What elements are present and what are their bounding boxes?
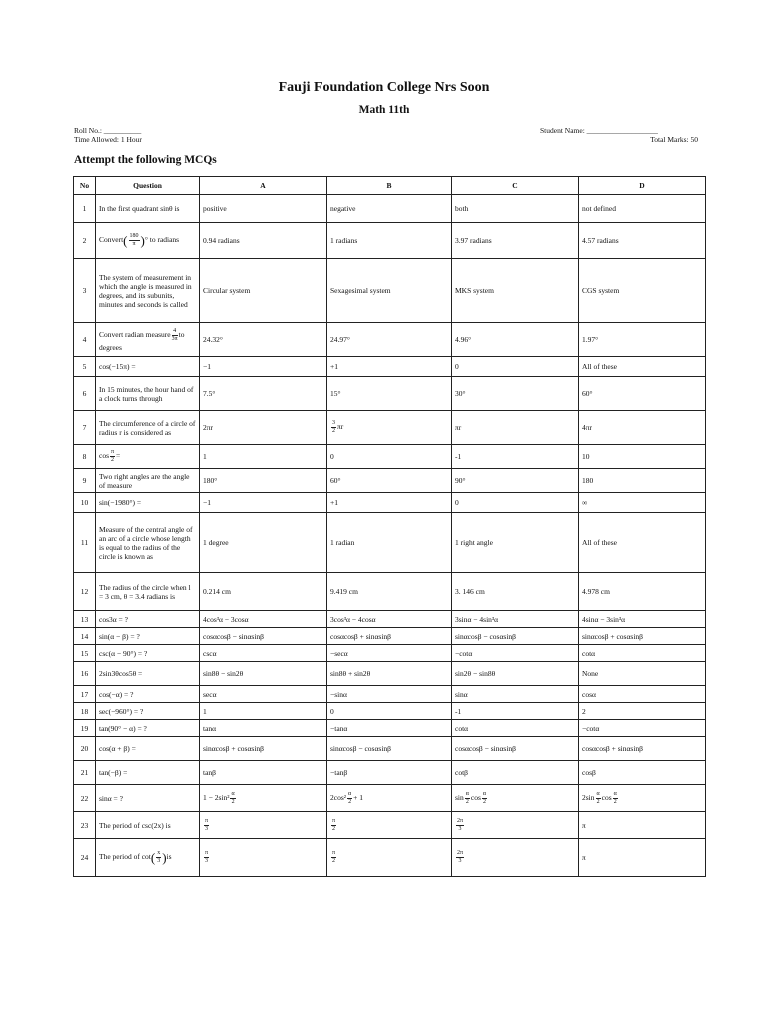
option-b: +1: [327, 357, 452, 377]
fraction: [331, 818, 336, 833]
question-text: Measure of the central angle of an arc of a circle whose length is equal to the radius of the circle is known as: [96, 513, 200, 573]
option-a: [200, 785, 327, 812]
question-number: 23: [74, 812, 96, 839]
question-number: 8: [74, 445, 96, 469]
total-marks: Total Marks: 50: [650, 135, 698, 144]
option-prefix: 1 − 2sin²: [203, 792, 230, 802]
question-text: cos(−15π) =: [96, 357, 200, 377]
table-row: [74, 357, 706, 377]
time-allowed: Time Allowed: 1 Hour: [74, 135, 142, 144]
fraction: [156, 850, 161, 865]
question-number: 9: [74, 469, 96, 493]
question-text: csc(α − 90°) = ?: [96, 645, 200, 662]
option-c: cotβ: [452, 761, 579, 785]
option-prefix: 2sin: [582, 792, 595, 802]
subject-title: Math 11th: [358, 104, 410, 116]
numerator: 3: [332, 420, 335, 426]
question-text: sin(α − β) = ?: [96, 628, 200, 645]
option-c: -1: [452, 703, 579, 720]
option-a: 0.94 radians: [200, 223, 327, 259]
option-c: cosαcosβ − sinαsinβ: [452, 737, 579, 761]
option-d: CGS system: [579, 259, 706, 323]
option-a: sinαcosβ + cosαsinβ: [200, 737, 327, 761]
denominator: 2: [332, 428, 335, 434]
numerator: α: [482, 790, 487, 797]
option-d: cosβ: [579, 761, 706, 785]
question-text: sec(−960°) = ?: [96, 703, 200, 720]
table-row: [74, 411, 706, 445]
question-text: The system of measurement in which the angle is measured in degrees, and its subunits, minutes and seconds is called: [96, 259, 200, 323]
option-b: −tanβ: [327, 761, 452, 785]
option-a: 0.214 cm: [200, 573, 327, 611]
question-number: 7: [74, 411, 96, 445]
fraction: [204, 850, 209, 865]
student-name: Student Name: ___________________: [540, 126, 658, 135]
option-b: [327, 411, 452, 445]
question-prefix: cos: [99, 451, 109, 461]
numerator: π: [205, 817, 209, 824]
denominator: 2: [483, 798, 486, 805]
question-number: 24: [74, 839, 96, 877]
option-d: cosαcosβ + sinαsinβ: [579, 737, 706, 761]
fraction: [456, 818, 464, 833]
fraction: [230, 791, 235, 806]
option-c: πr: [452, 411, 579, 445]
option-b: negative: [327, 195, 452, 223]
table-row: [74, 720, 706, 737]
denominator: 3π: [171, 335, 178, 342]
question-number: 10: [74, 493, 96, 513]
option-b: [327, 785, 452, 812]
fraction: [172, 328, 178, 343]
option-a: cscα: [200, 645, 327, 662]
denominator: 2: [231, 798, 235, 805]
option-c: [452, 839, 579, 877]
question-prefix: Convert: [99, 235, 124, 245]
option-a: 1: [200, 703, 327, 720]
denominator: 2: [596, 798, 600, 805]
question-text: tan(90° − α) = ?: [96, 720, 200, 737]
option-d: 180: [579, 469, 706, 493]
option-a: 2πr: [200, 411, 327, 445]
numerator: α: [231, 790, 235, 797]
option-d: 4sinα − 3sin³α: [579, 611, 706, 628]
table-header-row: [74, 177, 706, 195]
denominator: 2: [332, 825, 336, 832]
fraction: [331, 420, 336, 435]
numerator: α: [465, 790, 469, 797]
denominator: 2: [111, 457, 115, 463]
option-d: 10: [579, 445, 706, 469]
question-suffix: is: [166, 852, 172, 862]
question-number: 3: [74, 259, 96, 323]
question-text: In the first quadrant sinθ is: [96, 195, 200, 223]
option-d: ∞: [579, 493, 706, 513]
option-a: 1 degree: [200, 513, 327, 573]
option-c: sin2θ − sin8θ: [452, 662, 579, 686]
question-number: 21: [74, 761, 96, 785]
option-d: 1.97°: [579, 323, 706, 357]
table-row: [74, 761, 706, 785]
mcq-table: [73, 176, 706, 877]
option-b: 0: [327, 703, 452, 720]
option-d: not defined: [579, 195, 706, 223]
table-row: [74, 645, 706, 662]
option-a: 7.5°: [200, 377, 327, 411]
fraction: [465, 791, 470, 806]
option-prefix: 2cos²: [330, 792, 346, 802]
question-text: cos(α + β) =: [96, 737, 200, 761]
numerator: 2π: [457, 850, 464, 856]
option-d: 2: [579, 703, 706, 720]
question-text: Two right angles are the angle of measure: [96, 469, 200, 493]
denominator: 2: [613, 798, 617, 805]
fraction: [456, 850, 464, 865]
numerator: π: [332, 817, 336, 824]
question-text: [96, 323, 200, 357]
question-number: 22: [74, 785, 96, 812]
question-text: sinα = ?: [96, 785, 200, 812]
denominator: 3: [157, 858, 161, 864]
fraction: [129, 233, 140, 248]
option-a: 180°: [200, 469, 327, 493]
question-number: 15: [74, 645, 96, 662]
option-c: 3.97 radians: [452, 223, 579, 259]
header-c: C: [452, 177, 579, 195]
option-b: 15°: [327, 377, 452, 411]
option-d: π: [579, 839, 706, 877]
option-a: secα: [200, 686, 327, 703]
numerator: α: [596, 790, 600, 797]
question-text: [96, 445, 200, 469]
fraction: [613, 791, 618, 806]
fraction: [482, 791, 487, 806]
option-a: tanα: [200, 720, 327, 737]
option-b: sinαcosβ − cosαsinβ: [327, 737, 452, 761]
option-a: [200, 839, 327, 877]
fraction: [347, 791, 352, 806]
question-number: 16: [74, 662, 96, 686]
option-prefix: sin: [455, 792, 464, 802]
question-number: 12: [74, 573, 96, 611]
option-c: sinα: [452, 686, 579, 703]
table-row: [74, 223, 706, 259]
option-c: −cotα: [452, 645, 579, 662]
option-d: −cotα: [579, 720, 706, 737]
option-a: positive: [200, 195, 327, 223]
numerator: α: [348, 790, 352, 797]
header-a: A: [200, 177, 327, 195]
question-number: 5: [74, 357, 96, 377]
question-number: 18: [74, 703, 96, 720]
option-d: π: [579, 812, 706, 839]
question-suffix: to degrees: [99, 329, 185, 352]
option-b: 1 radian: [327, 513, 452, 573]
numerator: α: [613, 790, 617, 797]
header-question: Question: [96, 177, 200, 195]
header-no: No: [74, 177, 96, 195]
option-b: 1 radians: [327, 223, 452, 259]
question-number: 19: [74, 720, 96, 737]
option-d: All of these: [579, 513, 706, 573]
option-b: 24.97°: [327, 323, 452, 357]
option-c: 30°: [452, 377, 579, 411]
numerator: 4: [173, 327, 177, 334]
table-row: [74, 323, 706, 357]
option-b: Sexagesimal system: [327, 259, 452, 323]
numerator: π: [111, 449, 115, 455]
option-b: 3cos³α − 4cosα: [327, 611, 452, 628]
option-b: −secα: [327, 645, 452, 662]
denominator: 3: [205, 858, 209, 864]
denominator: 2: [465, 798, 469, 805]
question-number: 6: [74, 377, 96, 411]
question-number: 20: [74, 737, 96, 761]
numerator: π: [205, 850, 209, 856]
table-row: [74, 785, 706, 812]
question-suffix: =: [116, 451, 121, 461]
table-row: [74, 662, 706, 686]
table-row: [74, 839, 706, 877]
option-c: [452, 785, 579, 812]
option-c: both: [452, 195, 579, 223]
table-row: [74, 573, 706, 611]
option-suffix: πr: [337, 422, 344, 432]
option-b: −tanα: [327, 720, 452, 737]
header-b: B: [327, 177, 452, 195]
instruction-heading: Attempt the following MCQs: [74, 154, 217, 166]
fraction: [110, 449, 115, 464]
question-text: 2sin3θcos5θ =: [96, 662, 200, 686]
option-suffix: + 1: [353, 792, 364, 802]
table-row: [74, 513, 706, 573]
option-d: [579, 785, 706, 812]
fraction: [331, 850, 336, 865]
denominator: 3: [458, 825, 462, 832]
question-text: Convert( $\frac{180}{\pi}$ )° to radians: [96, 223, 200, 259]
denominator: π: [132, 241, 136, 247]
option-c: sinαcosβ − cosαsinβ: [452, 628, 579, 645]
option-c: 4.96°: [452, 323, 579, 357]
table-row: [74, 812, 706, 839]
option-d: cosα: [579, 686, 706, 703]
table-row: [74, 493, 706, 513]
table-row: [74, 611, 706, 628]
option-a: sin8θ − sin2θ: [200, 662, 327, 686]
numerator: 2π: [457, 817, 464, 824]
question-text: tan(−β) =: [96, 761, 200, 785]
option-a: tanβ: [200, 761, 327, 785]
option-c: 0: [452, 357, 579, 377]
numerator: 180: [129, 233, 139, 239]
question-number: 13: [74, 611, 96, 628]
numerator: π: [332, 850, 336, 856]
option-c: 3. 146 cm: [452, 573, 579, 611]
option-c: cotα: [452, 720, 579, 737]
denominator: 2: [348, 798, 352, 805]
option-a: cosαcosβ − sinαsinβ: [200, 628, 327, 645]
question-number: 11: [74, 513, 96, 573]
roll-no: Roll No.: __________: [74, 126, 142, 135]
question-number: 17: [74, 686, 96, 703]
option-b: +1: [327, 493, 452, 513]
denominator: 3: [205, 825, 209, 832]
table-row: [74, 469, 706, 493]
option-a: Circular system: [200, 259, 327, 323]
question-number: 2: [74, 223, 96, 259]
table-body: [74, 195, 706, 877]
option-d: cotα: [579, 645, 706, 662]
option-d: sinαcosβ + cosαsinβ: [579, 628, 706, 645]
table-row: [74, 703, 706, 720]
table-row: [74, 259, 706, 323]
option-a: 4cos³α − 3cosα: [200, 611, 327, 628]
table-row: [74, 628, 706, 645]
option-middle: cos: [470, 792, 481, 802]
table-row: [74, 377, 706, 411]
option-b: sin8θ + sin2θ: [327, 662, 452, 686]
question-prefix: The period of cot: [99, 852, 151, 862]
question-text: sin(−1980°) =: [96, 493, 200, 513]
question-text: cos(−α) = ?: [96, 686, 200, 703]
question-text: The period of cot( $\frac{x}{3}$ )is: [96, 839, 200, 877]
question-suffix: ° to radians: [144, 235, 180, 245]
option-d: 4.978 cm: [579, 573, 706, 611]
option-c: 3sinα − 4sin³α: [452, 611, 579, 628]
option-b: [327, 812, 452, 839]
option-b: [327, 839, 452, 877]
question-text: The period of csc(2x) is: [96, 812, 200, 839]
table-row: [74, 445, 706, 469]
question-text: The radius of the circle when l = 3 cm, θ = 3.4 radians is: [96, 573, 200, 611]
question-number: 1: [74, 195, 96, 223]
question-text: The circumference of a circle of radius r is considered as: [96, 411, 200, 445]
option-c: 90°: [452, 469, 579, 493]
option-a: −1: [200, 493, 327, 513]
table-row: [74, 195, 706, 223]
option-c: [452, 812, 579, 839]
question-number: 4: [74, 323, 96, 357]
header-d: D: [579, 177, 706, 195]
option-d: 60°: [579, 377, 706, 411]
option-b: cosαcosβ + sinαsinβ: [327, 628, 452, 645]
option-d: 4πr: [579, 411, 706, 445]
option-c: 1 right angle: [452, 513, 579, 573]
option-d: None: [579, 662, 706, 686]
college-title: Fauji Foundation College Nrs Soon: [278, 80, 490, 95]
option-a: 1: [200, 445, 327, 469]
option-c: 0: [452, 493, 579, 513]
question-text: In 15 minutes, the hour hand of a clock turns through: [96, 377, 200, 411]
option-b: −sinα: [327, 686, 452, 703]
option-b: 9.419 cm: [327, 573, 452, 611]
question-number: 14: [74, 628, 96, 645]
option-a: 24.32°: [200, 323, 327, 357]
fraction: [204, 818, 209, 833]
option-d: All of these: [579, 357, 706, 377]
option-middle: cos: [601, 792, 612, 802]
option-c: -1: [452, 445, 579, 469]
question-text: cos3α = ?: [96, 611, 200, 628]
option-a: −1: [200, 357, 327, 377]
denominator: 3: [458, 858, 462, 864]
fraction: [596, 791, 601, 806]
option-b: 0: [327, 445, 452, 469]
table-row: [74, 686, 706, 703]
question-prefix: Convert radian measure: [99, 329, 171, 339]
option-d: 4.57 radians: [579, 223, 706, 259]
option-a: [200, 812, 327, 839]
table-row: [74, 737, 706, 761]
numerator: x: [157, 850, 161, 856]
option-b: 60°: [327, 469, 452, 493]
denominator: 2: [332, 858, 336, 864]
option-c: MKS system: [452, 259, 579, 323]
